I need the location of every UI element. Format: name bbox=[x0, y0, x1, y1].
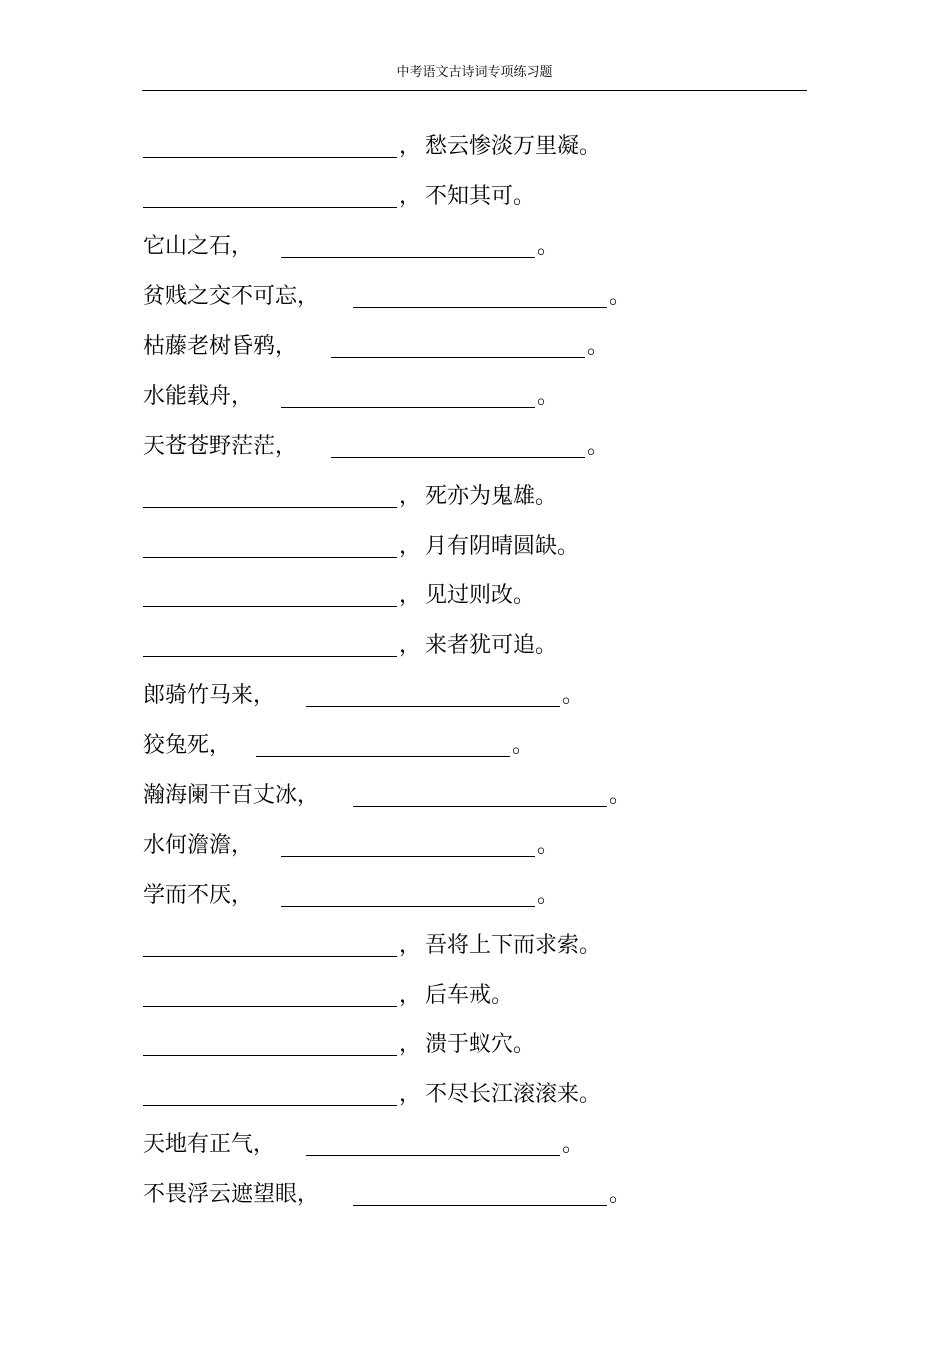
verse-text: 不尽长江滚滚来。 bbox=[425, 1082, 602, 1108]
verse-text: 学而不厌， bbox=[143, 882, 254, 908]
verse-text: 死亦为鬼雄。 bbox=[425, 483, 558, 509]
verse-text: 水何澹澹， bbox=[143, 832, 254, 858]
answer-blank[interactable] bbox=[143, 181, 397, 208]
page-title: 中考语文古诗词专项练习题 bbox=[396, 65, 553, 80]
exercise-row bbox=[143, 769, 807, 819]
exercise-row bbox=[143, 918, 807, 968]
verse-text: 不知其可。 bbox=[425, 184, 536, 210]
verse-text: 天地有正气， bbox=[143, 1132, 276, 1158]
exercise-row bbox=[143, 1118, 807, 1168]
period-mark: 。 bbox=[537, 234, 560, 260]
period-mark: 。 bbox=[537, 882, 560, 908]
answer-blank[interactable] bbox=[306, 1129, 560, 1156]
verse-text: 月有阴晴圆缺。 bbox=[425, 533, 580, 559]
exercise-row bbox=[143, 968, 807, 1018]
verse-text: 枯藤老树昏鸦， bbox=[143, 334, 298, 359]
answer-blank[interactable] bbox=[143, 481, 397, 508]
comma-mark: ， bbox=[399, 483, 422, 509]
verse-text: 吾将上下而求索。 bbox=[425, 932, 602, 958]
exercise-row bbox=[143, 1168, 807, 1218]
exercise-row bbox=[143, 1068, 807, 1118]
comma-mark: ， bbox=[399, 184, 422, 210]
page-header bbox=[142, 64, 807, 91]
comma-mark: ， bbox=[399, 1082, 422, 1108]
answer-blank[interactable] bbox=[281, 381, 535, 408]
exercise-row bbox=[143, 270, 807, 320]
comma-mark: ， bbox=[399, 932, 422, 958]
period-mark: 。 bbox=[537, 383, 560, 409]
exercise-row bbox=[143, 569, 807, 619]
verse-text: 它山之石， bbox=[143, 234, 254, 260]
period-mark: 。 bbox=[609, 1182, 632, 1208]
comma-mark: ， bbox=[399, 583, 422, 609]
exercise-row bbox=[143, 818, 807, 868]
verse-text: 天苍苍野茫茫， bbox=[143, 433, 298, 459]
comma-mark: ， bbox=[399, 134, 422, 160]
verse-text: 见过则改。 bbox=[425, 583, 536, 609]
verse-text: 后车戒。 bbox=[425, 982, 514, 1008]
verse-text: 来者犹可追。 bbox=[425, 633, 558, 659]
answer-blank[interactable] bbox=[143, 630, 397, 657]
verse-text: 溃于蚁穴。 bbox=[425, 1032, 536, 1058]
exercise-row bbox=[143, 619, 807, 669]
answer-blank[interactable] bbox=[281, 830, 535, 857]
period-mark: 。 bbox=[512, 733, 535, 759]
period-mark: 。 bbox=[562, 1132, 585, 1158]
answer-blank[interactable] bbox=[143, 1029, 397, 1056]
exercise-row bbox=[143, 170, 807, 220]
period-mark: 。 bbox=[609, 284, 632, 310]
answer-blank[interactable] bbox=[353, 281, 607, 308]
period-mark: 。 bbox=[562, 683, 585, 709]
exercise-row bbox=[143, 120, 807, 170]
exercise-row bbox=[143, 868, 807, 918]
verse-text: 贫贱之交不可忘， bbox=[143, 284, 320, 310]
verse-text: 郎骑竹马来， bbox=[143, 683, 276, 709]
answer-blank[interactable] bbox=[143, 930, 397, 957]
exercise-row bbox=[143, 519, 807, 569]
answer-blank[interactable] bbox=[353, 780, 607, 807]
exercise-row bbox=[143, 320, 807, 370]
answer-blank[interactable] bbox=[143, 1079, 397, 1106]
answer-blank[interactable] bbox=[353, 1179, 607, 1206]
period-mark: 。 bbox=[609, 783, 632, 809]
comma-mark: ， bbox=[399, 533, 422, 559]
exercise-row bbox=[143, 220, 807, 270]
exercise-row bbox=[143, 469, 807, 519]
exercise-list bbox=[143, 120, 807, 1218]
verse-text: 瀚海阑干百丈冰， bbox=[143, 783, 320, 809]
verse-text: 水能载舟， bbox=[143, 383, 254, 409]
exercise-row bbox=[143, 1018, 807, 1068]
answer-blank[interactable] bbox=[143, 131, 397, 158]
answer-blank[interactable] bbox=[143, 531, 397, 558]
verse-text: 狡兔死， bbox=[143, 733, 232, 759]
comma-mark: ， bbox=[399, 982, 422, 1008]
period-mark: 。 bbox=[537, 832, 560, 858]
answer-blank[interactable] bbox=[256, 730, 510, 757]
period-mark: 。 bbox=[587, 433, 610, 459]
answer-blank[interactable] bbox=[331, 431, 585, 458]
answer-blank[interactable] bbox=[143, 580, 397, 607]
answer-blank[interactable] bbox=[306, 680, 560, 707]
comma-mark: ， bbox=[399, 1032, 422, 1058]
answer-blank[interactable] bbox=[331, 331, 585, 358]
exercise-row bbox=[143, 369, 807, 419]
exercise-row bbox=[143, 419, 807, 469]
verse-text: 不畏浮云遮望眼， bbox=[143, 1182, 320, 1208]
answer-blank[interactable] bbox=[143, 980, 397, 1007]
exercise-row bbox=[143, 669, 807, 719]
comma-mark: ， bbox=[399, 633, 422, 659]
answer-blank[interactable] bbox=[281, 880, 535, 907]
period-mark: 。 bbox=[587, 334, 610, 359]
answer-blank[interactable] bbox=[281, 231, 535, 258]
exercise-row bbox=[143, 719, 807, 769]
verse-text: 愁云惨淡万里凝。 bbox=[425, 134, 602, 160]
